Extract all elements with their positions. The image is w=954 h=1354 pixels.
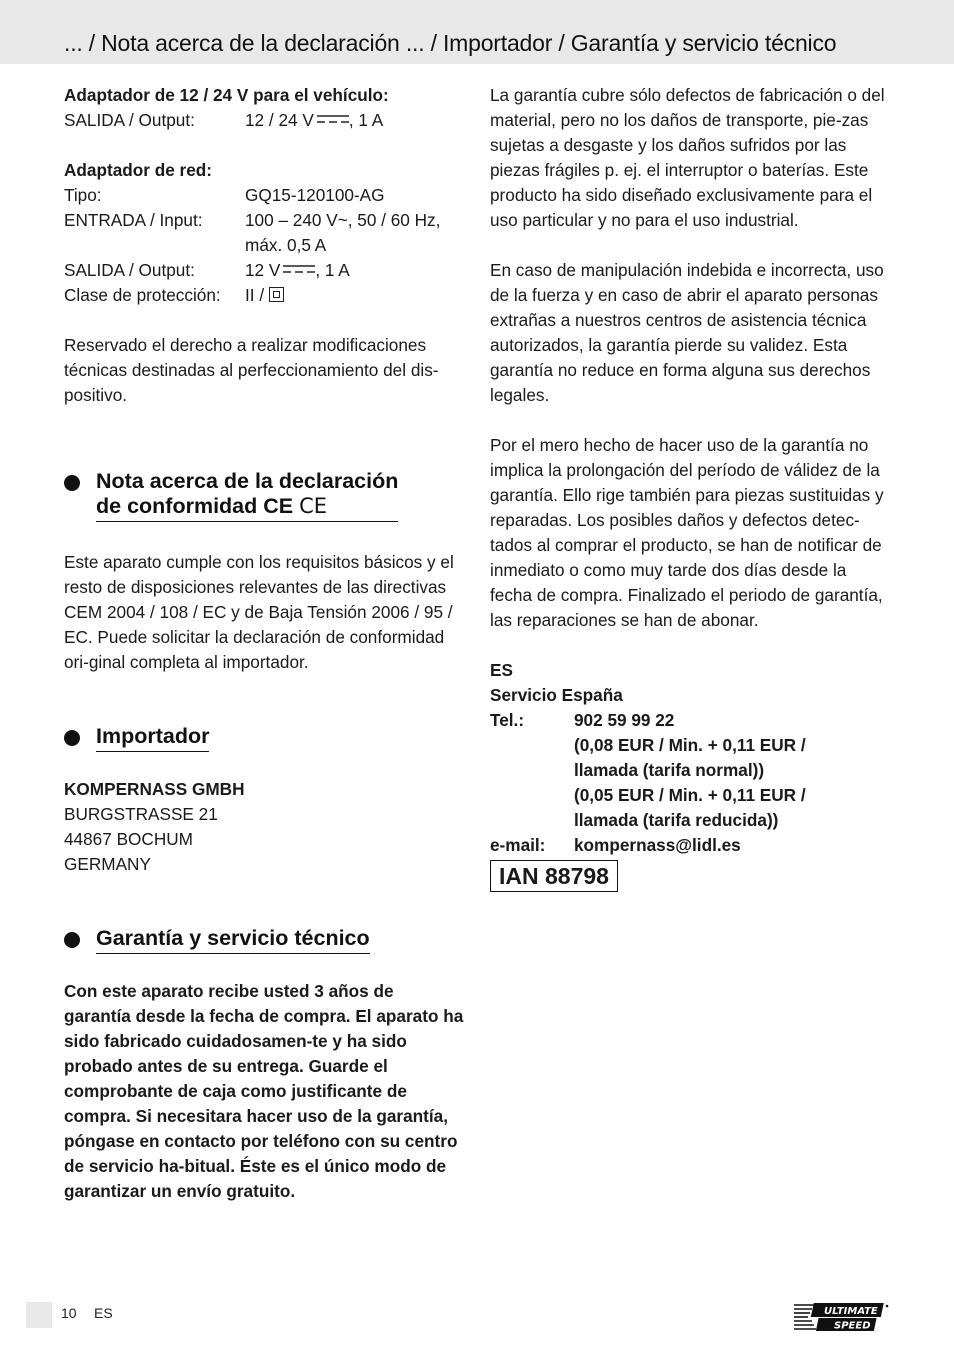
- conformity-heading-line-2: de conformidad CE: [96, 494, 294, 518]
- page-language: ES: [94, 1305, 113, 1321]
- input-label: ENTRADA / Input:: [64, 210, 203, 230]
- mains-adapter-heading: Adaptador de red:: [64, 160, 213, 180]
- conformity-heading-text: [96, 469, 398, 522]
- mains-output-voltage: 12 V: [245, 260, 281, 280]
- vehicle-output-label: SALIDA / Output:: [64, 110, 195, 130]
- bullet-icon: [64, 475, 80, 491]
- conformity-heading: [64, 469, 464, 522]
- warranty-heading: [64, 926, 464, 954]
- service-tel-row: [490, 708, 890, 833]
- tel-rate-reduced-line-1: (0,05 EUR / Min. + 0,11 EUR /: [574, 785, 806, 805]
- warranty-bold-text: Con este aparato recibe usted 3 años de garantía desde la fecha de compra. El aparato ha sido fabricado cuidadosamen-te y ha sido probado antes de su entrega. Guarde el comprobante de caja como justificante de compra. Si necesitara hacer uso de la garantía, póngase en contacto por teléfono con su centro de servicio ha-bitual. Éste es el único modo de garantizar un envío gratuito.: [64, 981, 464, 1201]
- dc-symbol-icon: [317, 114, 349, 124]
- email-label: e-mail:: [490, 835, 546, 855]
- tel-rate-reduced-line-2: llamada (tarifa reducida)): [574, 810, 779, 830]
- page-title: ... / Nota acerca de la declaración ... / Importador / Garantía y servicio técnico: [64, 30, 837, 56]
- service-country-code: ES: [490, 660, 513, 680]
- tel-number: 902 59 99 22: [574, 710, 675, 730]
- warranty-coverage-text: La garantía cubre sólo defectos de fabricación o del material, pero no los daños de transporte, pie-zas sujetas a desgaste y los daños sufridos por las piezas frágiles p. ej. el interruptor o baterías. Este producto ha sido diseñado exclusivamente para el uso particular y no para el uso industrial.: [490, 85, 885, 230]
- protection-value: [245, 283, 464, 308]
- input-row: [64, 208, 464, 258]
- bullet-icon: [64, 932, 80, 948]
- vehicle-output-row: [64, 108, 464, 133]
- protection-label: Clase de protección:: [64, 285, 221, 305]
- vehicle-output-value: [245, 108, 464, 133]
- input-value-line-1: 100 – 240 V~, 50 / 60 Hz,: [245, 210, 441, 230]
- email-value: kompernass@lidl.es: [574, 835, 741, 855]
- tel-rate-normal-line-2: llamada (tarifa normal)): [574, 760, 765, 780]
- tel-label: Tel.:: [490, 710, 525, 730]
- protection-class-text: II /: [245, 285, 265, 305]
- mains-output-row: [64, 258, 464, 283]
- tel-details: [574, 708, 890, 833]
- logo-text-speed: SPEED: [834, 1320, 871, 1332]
- importer-country: GERMANY: [64, 854, 151, 874]
- logo-text-ultimate: ULTIMATE: [824, 1306, 878, 1317]
- mains-output-current: , 1 A: [315, 260, 350, 280]
- input-value-line-2: máx. 0,5 A: [245, 235, 327, 255]
- left-column: [64, 83, 464, 1204]
- type-label: Tipo:: [64, 185, 102, 205]
- mains-output-label: SALIDA / Output:: [64, 260, 195, 280]
- warranty-heading-text: Garantía y servicio técnico: [96, 926, 370, 954]
- input-value: [245, 208, 464, 258]
- ian-code-box: IAN 88798: [490, 860, 618, 892]
- importer-heading-text: Importador: [96, 724, 209, 752]
- header-band: [0, 0, 954, 64]
- vehicle-output-current: , 1 A: [348, 110, 384, 130]
- protection-row: [64, 283, 464, 308]
- conformity-text: Este aparato cumple con los requisitos básicos y el resto de disposiciones relevantes de las directivas CEM 2004 / 108 / EC y de Baja Tensión 2006 / 95 / EC. Puede solicitar la declaración de conformidad ori-ginal completa al importador.: [64, 552, 454, 672]
- type-value: GQ15-120100-AG: [245, 185, 385, 205]
- page-marker-box: [26, 1302, 52, 1328]
- reserved-rights-text: Reservado el derecho a realizar modificaciones técnicas destinadas al perfeccionamiento del dis-positivo.: [64, 335, 439, 405]
- conformity-heading-line-1: Nota acerca de la declaración: [96, 469, 399, 493]
- importer-city: 44867 BOCHUM: [64, 829, 193, 849]
- ce-mark-icon: CE: [299, 494, 328, 518]
- double-insulation-icon: [269, 287, 284, 302]
- tel-rate-normal-line-1: (0,08 EUR / Min. + 0,11 EUR /: [574, 735, 806, 755]
- service-email-row: [490, 833, 890, 858]
- importer-street: BURGSTRASSE 21: [64, 804, 218, 824]
- right-column: [490, 83, 890, 892]
- warranty-extension-text: Por el mero hecho de hacer uso de la garantía no implica la prolongación del período de válidez de la garantía. Ello rige también para piezas sustituidas y reparadas. Los posibles daños y defectos detec-tados al comprar el producto, se han de notificar de inmediato o como muy tarde dos días desde la fecha de compra. Finalizado el periodo de garantía, las reparaciones se han de abonar.: [490, 435, 884, 630]
- dc-symbol-icon: [283, 264, 315, 274]
- bullet-icon: [64, 730, 80, 746]
- vehicle-output-voltage: 12 / 24 V: [245, 110, 314, 130]
- page-number: 10: [61, 1305, 77, 1321]
- type-row: [64, 183, 464, 208]
- service-name: Servicio España: [490, 685, 623, 705]
- vehicle-adapter-heading: Adaptador de 12 / 24 V para el vehículo:: [64, 85, 389, 105]
- importer-heading: [64, 724, 464, 752]
- warranty-invalid-text: En caso de manipulación indebida e incorrecta, uso de la fuerza y en caso de abrir el aparato personas extrañas a nuestros centros de asistencia técnica autorizados, la garantía pierde su validez. Esta garantía no reduce en forma alguna sus derechos legales.: [490, 260, 884, 405]
- mains-output-value: [245, 258, 464, 283]
- importer-company: KOMPERNASS GMBH: [64, 779, 245, 799]
- ultimate-speed-logo: [792, 1302, 890, 1334]
